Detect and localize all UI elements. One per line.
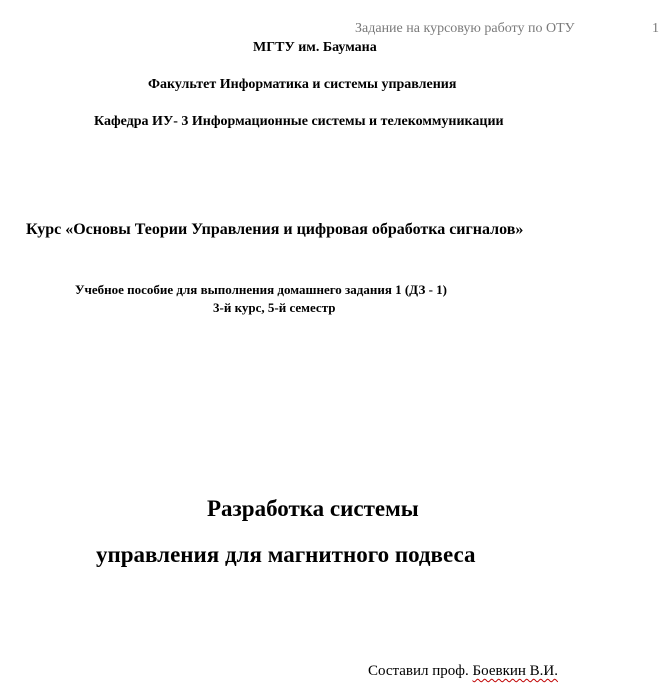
document-title-line2: управления для магнитного подвеса (96, 542, 476, 567)
course-title: Курс «Основы Теории Управления и цифровая обработка сигналов» (26, 221, 524, 238)
header-note: Задание на курсовую работу по ОТУ (355, 21, 575, 36)
document-title-line1: Разработка системы (207, 496, 419, 521)
university-name: МГТУ им. Баумана (253, 40, 377, 55)
year-semester: 3-й курс, 5-й семестр (213, 300, 336, 315)
department-name: Кафедра ИУ- 3 Информационные системы и телекоммуникации (94, 114, 504, 129)
faculty-name: Факультет Информатика и системы управления (148, 77, 457, 92)
page-number: 1 (652, 21, 659, 36)
manual-description: Учебное пособие для выполнения домашнего задания 1 (ДЗ - 1) (75, 282, 447, 297)
author-line (368, 664, 558, 679)
author-prefix: Составил проф. (368, 663, 473, 679)
author-name: Боевкин В.И. (472, 663, 558, 679)
